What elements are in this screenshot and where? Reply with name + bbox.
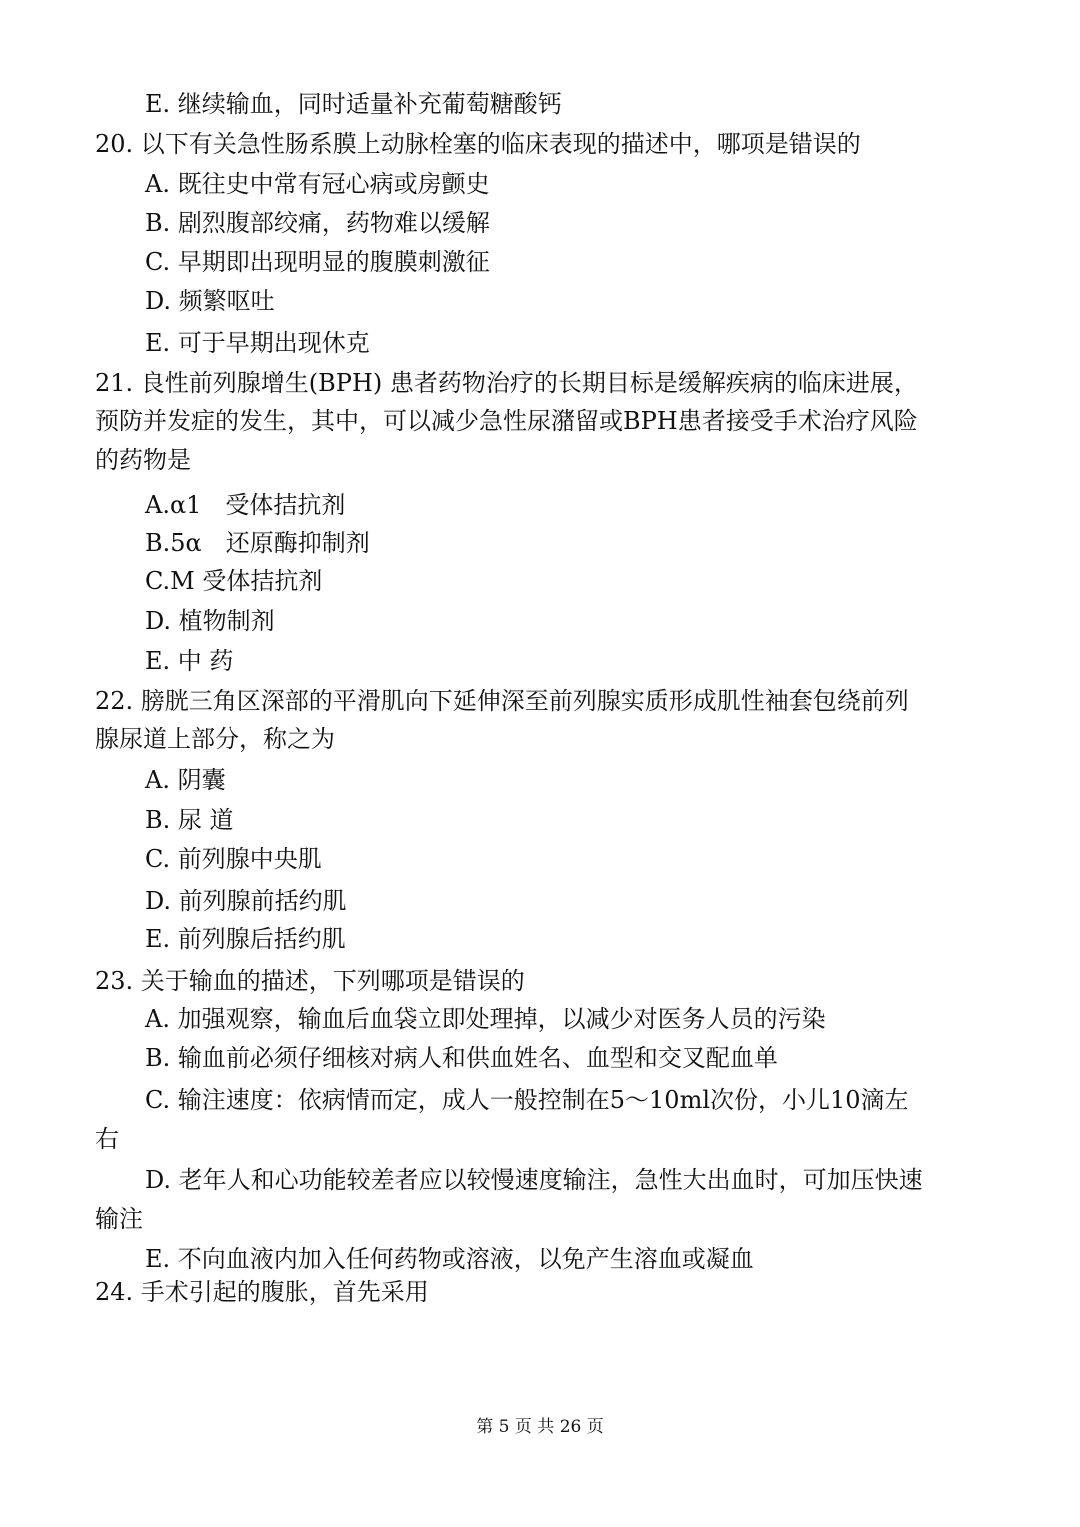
q21-option-b: B.5α 还原酶抑制剂 [145, 529, 370, 557]
q21-stem-line-2: 预防并发症的发生，其中，可以减少急性尿潴留或BPH患者接受手术治疗风险 [95, 407, 918, 435]
q21-stem-line-1: 21. 良性前列腺增生(BPH) 患者药物治疗的长期目标是缓解疾病的临床进展， [95, 369, 918, 397]
q21-option-a: A.α1 受体拮抗剂 [145, 491, 346, 519]
q23-stem: 23. 关于输血的描述，下列哪项是错误的 [95, 967, 525, 995]
q21-option-e: E. 中 药 [145, 647, 234, 675]
q20-option-c: C. 早期即出现明显的腹膜刺激征 [145, 248, 490, 276]
q21-option-c: C.M 受体拮抗剂 [145, 567, 323, 595]
q23-option-e: E. 不向血液内加入任何药物或溶液，以免产生溶血或凝血 [145, 1245, 754, 1273]
q22-option-b: B. 尿 道 [145, 806, 234, 834]
q23-option-d-line-2: 输注 [95, 1205, 143, 1233]
q23-option-c-line-2: 右 [95, 1125, 119, 1153]
q20-stem: 20. 以下有关急性肠系膜上动脉栓塞的临床表现的描述中，哪项是错误的 [95, 130, 861, 158]
q20-option-d: D. 频繁呕吐 [145, 287, 275, 315]
q22-stem-line-1: 22. 膀胱三角区深部的平滑肌向下延伸深至前列腺实质形成肌性袖套包绕前列 [95, 687, 909, 715]
q22-option-c: C. 前列腺中央肌 [145, 845, 322, 873]
q23-option-b: B. 输血前必须仔细核对病人和供血姓名、血型和交叉配血单 [145, 1044, 778, 1072]
q23-option-a: A. 加强观察，输血后血袋立即处理掉，以减少对医务人员的污染 [145, 1005, 826, 1033]
q20-option-a: A. 既往史中常有冠心病或房颤史 [145, 170, 490, 198]
q23-option-c-line-1: C. 输注速度：依病情而定，成人一般控制在5～10ml次份，小儿10滴左 [145, 1086, 909, 1114]
q22-option-e: E. 前列腺后括约肌 [145, 925, 346, 953]
q19-option-e: E. 继续输血，同时适量补充葡萄糖酸钙 [145, 90, 562, 118]
page-footer: 第 5 页 共 26 页 [476, 1417, 604, 1437]
q22-stem-line-2: 腺尿道上部分，称之为 [95, 725, 335, 753]
q22-option-d: D. 前列腺前括约肌 [145, 887, 347, 915]
q22-option-a: A. 阴囊 [145, 766, 226, 794]
q20-option-e: E. 可于早期出现休克 [145, 329, 370, 357]
q21-option-d: D. 植物制剂 [145, 607, 275, 635]
q20-option-b: B. 剧烈腹部绞痛，药物难以缓解 [145, 209, 490, 237]
q24-stem: 24. 手术引起的腹胀，首先采用 [95, 1278, 429, 1306]
q23-option-d-line-1: D. 老年人和心功能较差者应以较慢速度输注，急性大出血时，可加压快速 [145, 1166, 923, 1194]
q21-stem-line-3: 的药物是 [95, 446, 191, 474]
